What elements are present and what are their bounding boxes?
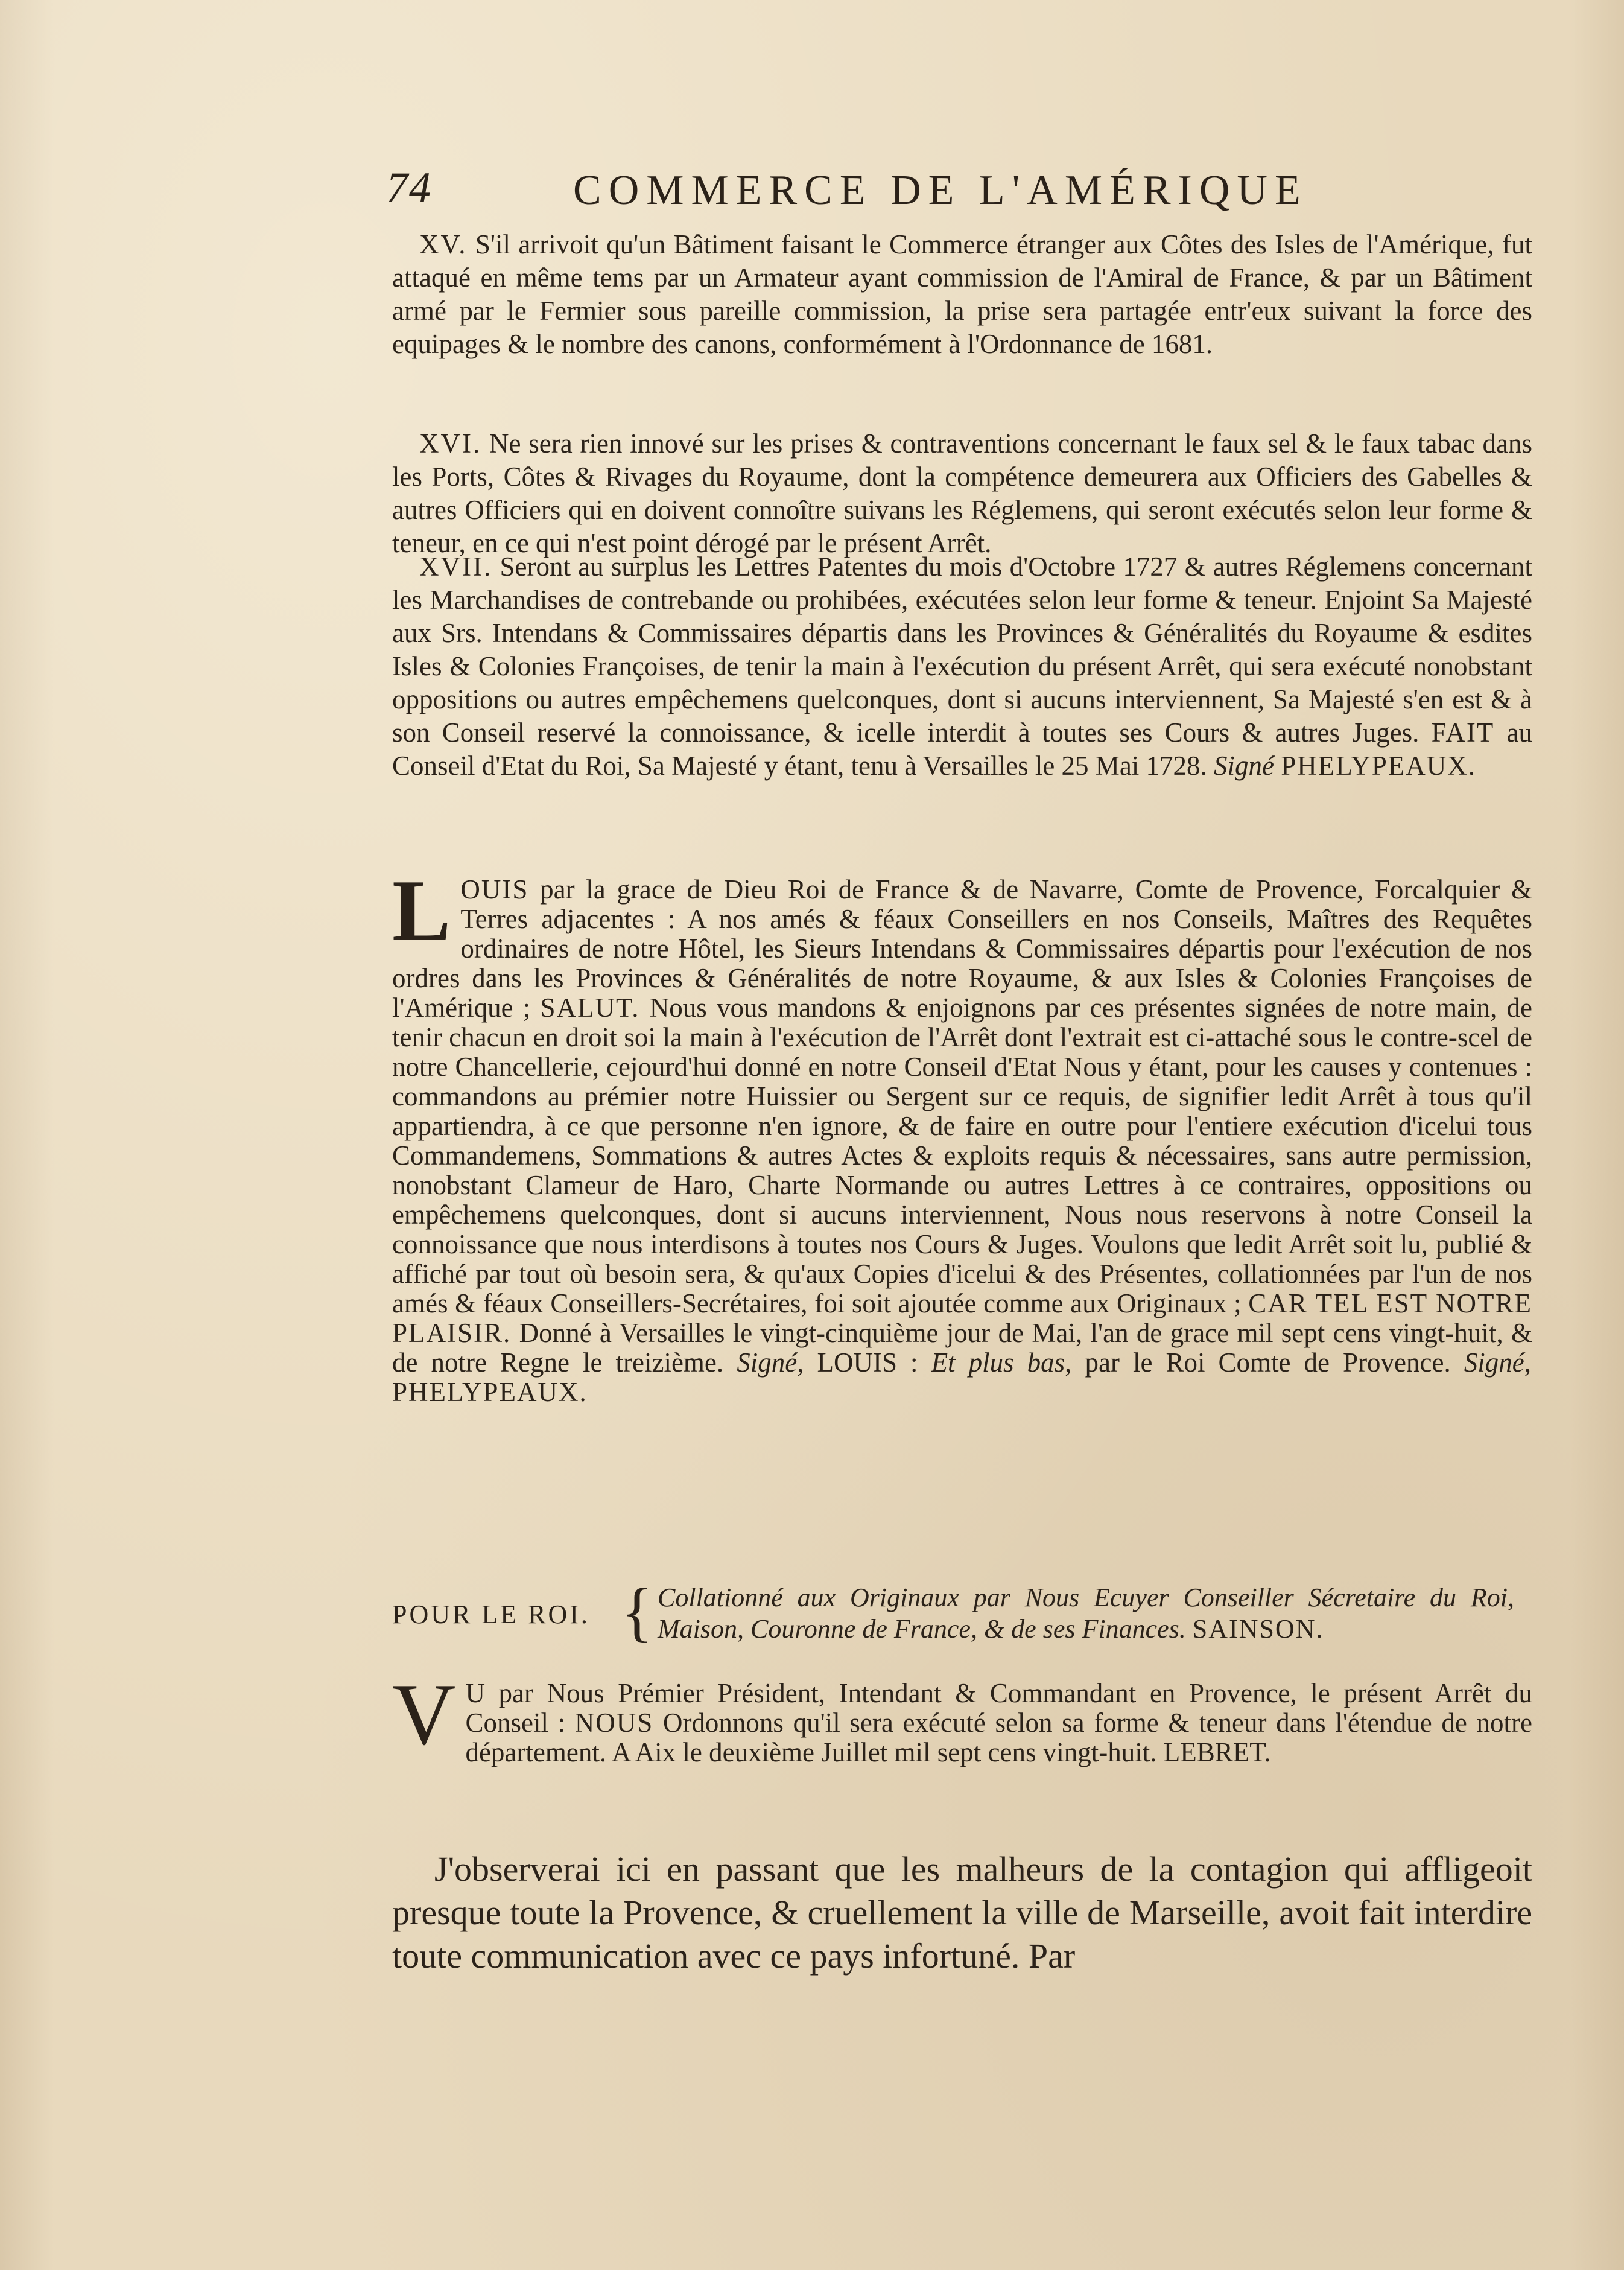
vu-text: U par Nous Prémier Président, Intendant & Commandant en Provence, le présent Arrêt du Conseil : [465, 1678, 1532, 1738]
collation-body: Collationné aux Originaux par Nous Ecuyer Conseiller Sécretaire du Roi, Maison, Couronne de France, & de ses Finances. [658, 1583, 1514, 1644]
fait-word: FAIT [1431, 717, 1495, 748]
car-tel-est: CAR TEL EST NOTRE PLAISIR. [392, 1288, 1532, 1348]
article-number: XV. [419, 229, 468, 259]
signe-word: Signé [1464, 1347, 1524, 1378]
collation-signatory: SAINSON. [1192, 1614, 1324, 1644]
collation-block [392, 1575, 1532, 1648]
commentary-text: J'observerai ici en passant que les malheurs de la contagion qui affligeoit presque toute la Provence, & cruellement la ville de Marseille, avoit fait interdire toute communication avec ce pays infortuné. Par [392, 1849, 1532, 1976]
nous-word: NOUS [574, 1708, 654, 1738]
article-xvi [392, 427, 1532, 560]
running-title: COMMERCE DE L'AMÉRIQUE [573, 167, 1308, 214]
signe-word: Signé [737, 1347, 798, 1378]
brace-glyph: { [621, 1575, 653, 1648]
page-number: 74 [386, 164, 432, 212]
et-plus-bas: Et plus bas [931, 1347, 1065, 1378]
commentary [392, 1848, 1532, 1978]
signe-word: Signé [1214, 751, 1275, 781]
letters-text-3: Donné à Versailles le vingt-cinquième jour de Mai, l'an de grace mil sept cens vingt-huit, & de notre Regne le treizième. [392, 1318, 1532, 1378]
drop-cap-l: L [392, 862, 451, 959]
letters-patent [392, 862, 1533, 1407]
article-xv [392, 228, 1532, 361]
letters-text-4: , par le Roi Comte de Provence. [1065, 1347, 1451, 1378]
article-number: XVI. [419, 428, 482, 459]
article-text: Seront au surplus les Lettres Patentes du mois d'Octobre 1727 & autres Réglemens concernant les Marchandises de contrebande ou prohibées, exécutées selon leur forme & teneur. Enjoint Sa Majesté aux Srs. Intendans & Commissaires départis dans les Provinces & Généralités du Royaume & esdites Isles & Colonies Françoises, de tenir la main à l'exécution du présent Arrêt, qui sera exécuté nonobstant oppositions ou autres empêchemens quelconques, dont si aucuns interviennent, Sa Majesté s'en est & à son Conseil reservé la connoissance, & icelle interdit à toutes ses Cours & autres Juges. [392, 552, 1533, 748]
letters-text-2: Nous vous mandons & enjoignons par ces présentes signées de notre main, de tenir chacun en droit soi la main à l'exécution de l'Arrêt dont l'extrait est ci-attaché sous le contre-scel de notre Chancellerie, cejourd'hui donné en notre Conseil d'Etat Nous y étant, pour les causes y contenues : commandons au prémier notre Huissier ou Sergent sur ce requis, de signifier ledit Arrêt à tous qu'il appartiendra, à ce que personne n'en ignore, & de faire en outre pour l'entiere exécution d'icelui tous Commandemens, Sommations & autres Actes & exploits requis & nécessaires, sans autre permission, nonobstant Clameur de Haro, Charte Normande ou autres Lettres à ce contraires, oppositions ou empêchemens quelconques, dont si aucuns interviennent, Nous nous reservons à notre Conseil la connoissance que nous interdisons à toutes nos Cours & Juges. Voulons que ledit Arrêt soit lu, publié & affiché par tout où besoin sera, & qu'aux Copies d'icelui & des Présentes, collationnées par l'un de nos amés & féaux Conseillers-Secrétaires, foi soit ajoutée comme aux Originaux ; [392, 993, 1533, 1318]
article-text: Ne sera rien innové sur les prises & contraventions concernant le faux sel & le faux tabac dans les Ports, Côtes & Rivages du Royaume, dont la compétence demeurera aux Officiers des Gabelles & autres Officiers qui en doivent connoître suivans les Réglemens, qui seront exécutés selon leur forme & teneur, en ce qui n'est point dérogé par le présent Arrêt. [392, 428, 1532, 558]
pour-le-roi-label: POUR LE ROI. [392, 1600, 590, 1629]
article-xvii [392, 550, 1532, 783]
louis-signature: , LOUIS : [797, 1347, 918, 1378]
article-closing: au Conseil d'Etat du Roi, Sa Majesté y étant, tenu à Versailles le 25 Mai 1728. [392, 717, 1532, 781]
collation-text [658, 1582, 1514, 1645]
signatory: , PHELYPEAUX. [392, 1347, 1533, 1407]
article-number: XVII. [419, 552, 493, 582]
salut: SALUT. [540, 993, 640, 1023]
letters-opening: OUIS [460, 874, 529, 905]
article-text: S'il arrivoit qu'un Bâtiment faisant le Commerce étranger aux Côtes des Isles de l'Amérique, fut attaqué en même tems par un Armateur ayant commission de l'Amiral de France, & par un Bâtiment armé par le Fermier sous pareille commission, la prise sera partagée entr'eux suivant la force des equipages & le nombre des canons, conformément à l'Ordonnance de 1681. [392, 229, 1533, 359]
letters-text-1: par la grace de Dieu Roi de France & de Navarre, Comte de Provence, Forcalquier & Terres adjacentes : A nos amés & féaux Conseillers en nos Conseils, Maîtres des Requêtes ordinaires de notre Hôtel, les Sieurs Intendans & Commissaires départis pour l'exécution de nos ordres dans les Provinces & Généralités de notre Royaume, & aux Isles & Colonies Françoises de l'Amérique ; [392, 874, 1532, 1023]
page-header [386, 163, 1363, 229]
drop-cap-v: V [392, 1665, 456, 1763]
signatory: PHELYPEAUX. [1281, 751, 1477, 781]
vu-text-2: Ordonnons qu'il sera exécuté selon sa forme & teneur dans l'étendue de notre département. A Aix le deuxième Juillet mil sept cens vingt-huit. LEBRET. [465, 1708, 1533, 1767]
vu-block [392, 1665, 1533, 1767]
